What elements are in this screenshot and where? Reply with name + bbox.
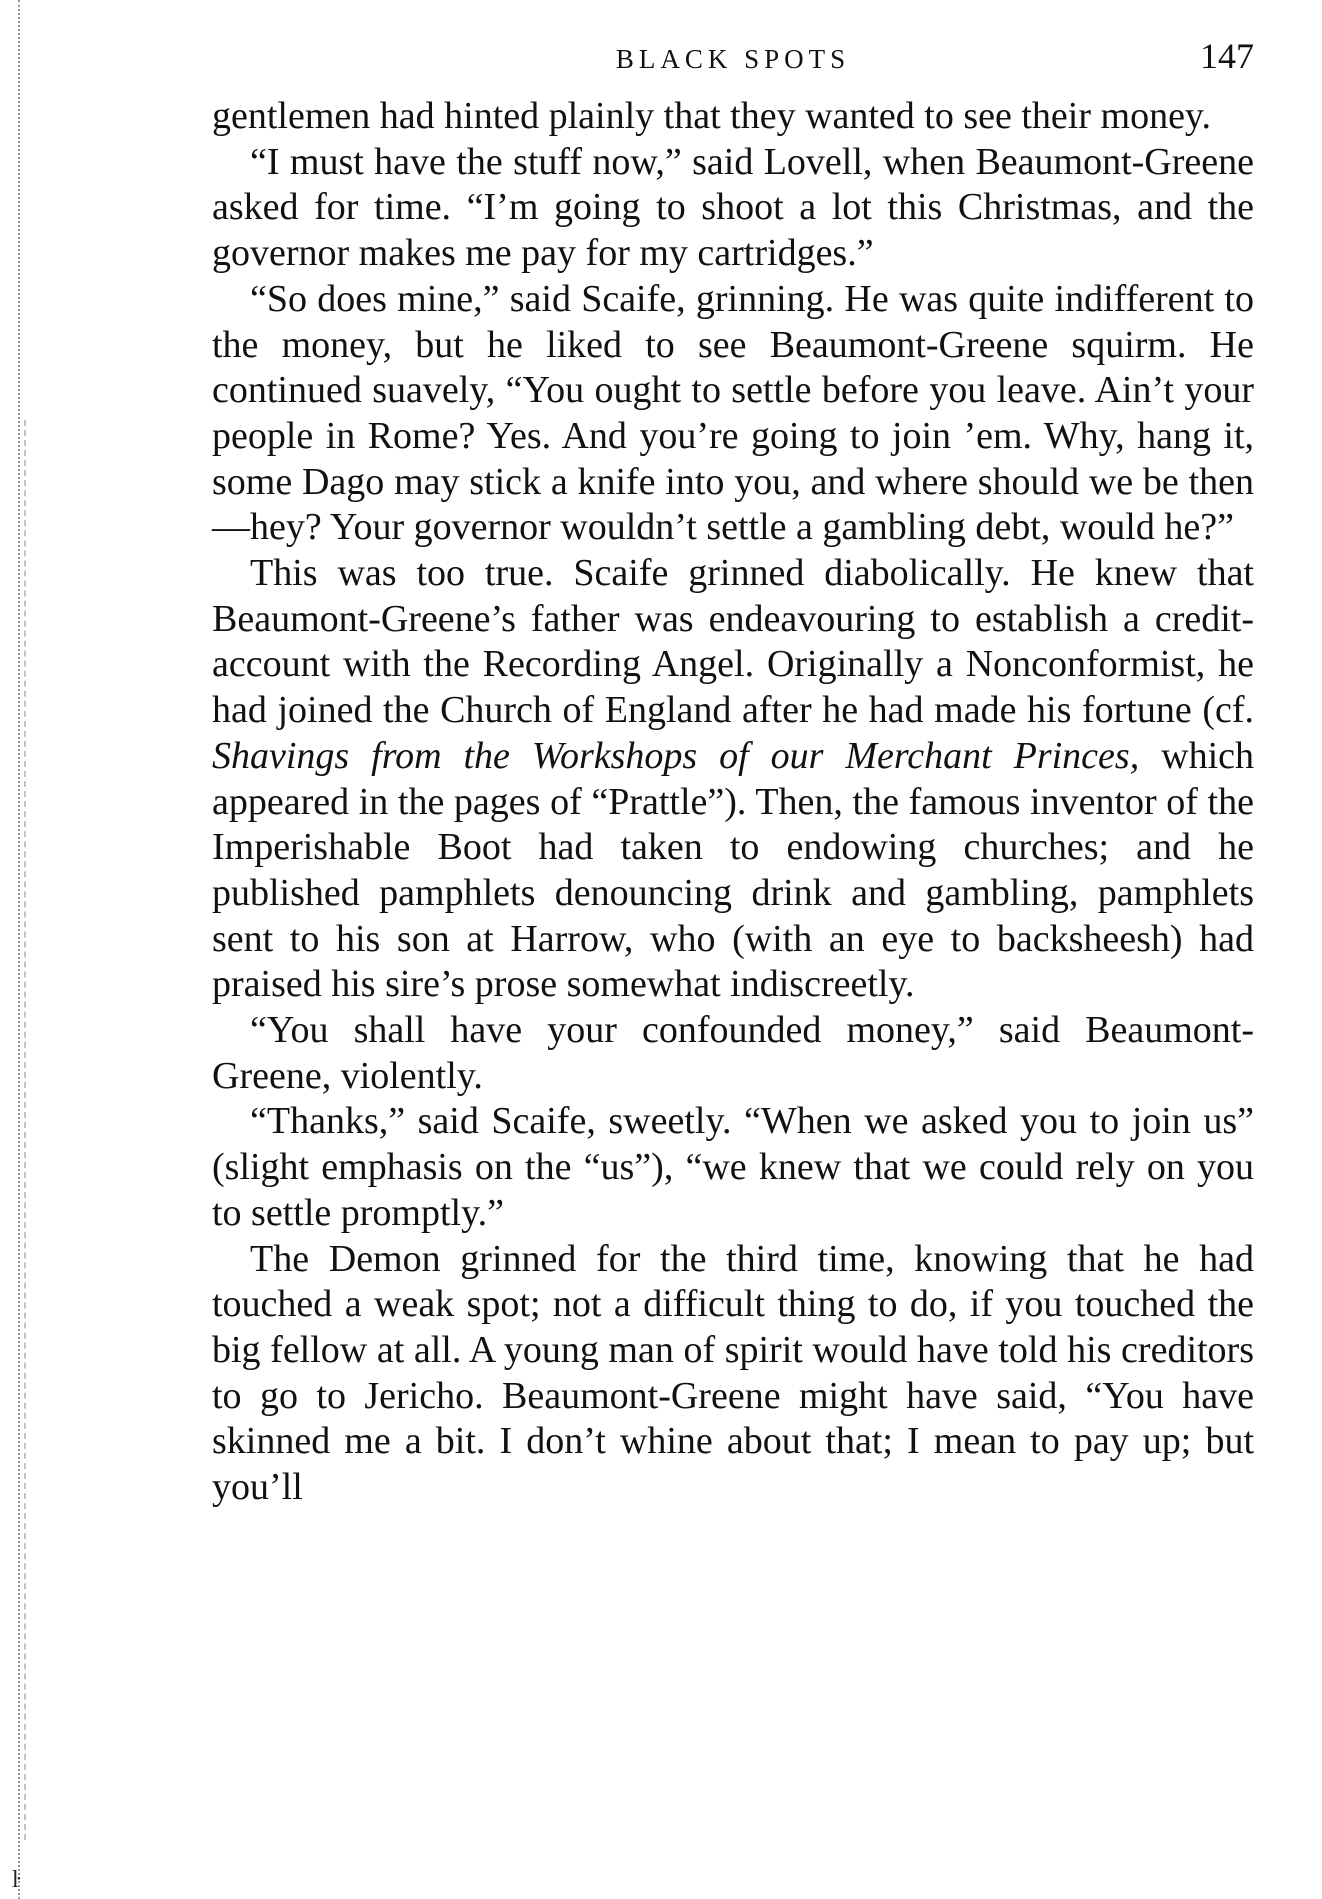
page-binding-shadow (24, 420, 28, 1840)
paragraph-5: “You shall have your confounded money,” said Beaumont-Greene, violently. (212, 1009, 1254, 1097)
page-number: 147 (1200, 36, 1254, 76)
paragraph-3: “So does mine,” said Scaife, grinning. He was quite indifferent to the money, but he liked to see Beaumont-Greene squirm. He continued suavely, “You ought to settle before you leave. Ain’t your people in Rome? Yes. And you’re going to join ’em. Why, hang it, some Dago may stick a knife into you, and where should we be then—hey? Your governor wouldn’t settle a gambling debt, would he?” (212, 277, 1254, 549)
paragraph-4-text-after: which appeared in the pages of “Prattle”). Then, the famous inventor of the Imperishable Boot had taken to endowing churches; and he published pamphlets denouncing drink and gambling, pamphlets sent to his son at Harrow, who (with an eye to backsheesh) had praised his sire’s prose somewhat indiscreetly. (212, 734, 1255, 1006)
paragraph-1: gentlemen had hinted plainly that they wanted to see their money. (212, 95, 1211, 137)
paragraph-7: The Demon grinned for the third time, knowing that he had touched a weak spot; not a difficult thing to do, if you touched the big fellow at all. A young man of spirit would have told his creditors to go to Jericho. Beaumont-Greene might have said, “You have skinned me a bit. I don’t whine about that; I mean to pay up; but you’ll (212, 1237, 1254, 1509)
book-title-italic: Shavings from the Workshops of our Merchant Princes, (212, 734, 1140, 777)
paragraph-4-text-before: This was too true. Scaife grinned diabolically. He knew that Beaumont-Greene’s father was endeavouring to establish a credit-account with the Recording Angel. Originally a Nonconformist, he had joined the Church of England after he had made his fortune (cf. (212, 552, 1254, 732)
body-text (212, 94, 1254, 1511)
paragraph-6: “Thanks,” said Scaife, sweetly. “When we asked you to join us” (slight emphasis on the “us”), “we knew that we could rely on you to settle promptly.” (212, 1100, 1254, 1234)
running-head (212, 36, 1254, 82)
paragraph-4 (212, 551, 1254, 1008)
binding-mark: ŀ (12, 1867, 21, 1893)
running-title: BLACK SPOTS (615, 44, 851, 74)
paragraph-2: “I must have the stuff now,” said Lovell, when Beaumont-Greene asked for time. “I’m going to shoot a lot this Christmas, and the governor makes me pay for my cartridges.” (212, 140, 1254, 275)
